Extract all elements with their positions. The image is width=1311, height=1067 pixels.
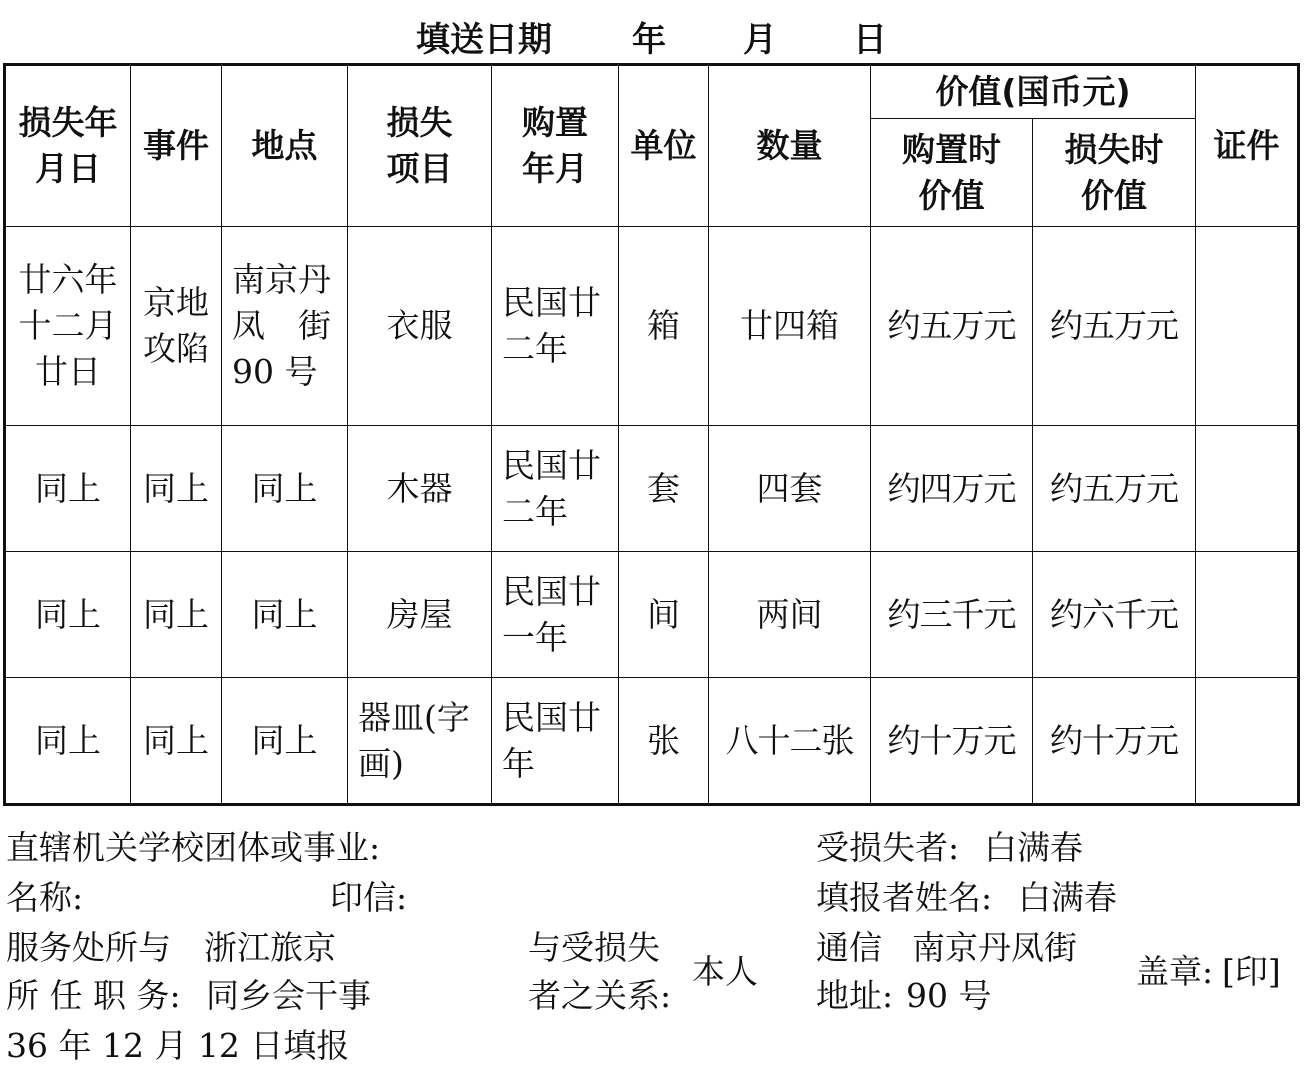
cell-purchase-value: 约四万元 — [871, 426, 1033, 552]
cell-loss-date: 同上 — [5, 678, 131, 805]
cell-loss-date: 同上 — [5, 426, 131, 552]
cell-quantity: 四套 — [709, 426, 871, 552]
col-header-value-group: 价值(国币元) — [871, 65, 1196, 119]
cell-purchase-date: 民国廿 二年 — [492, 227, 619, 426]
cell-item: 衣服 — [348, 227, 492, 426]
relation-value: 本人 — [692, 952, 758, 991]
cell-item: 器皿(字 画) — [348, 678, 492, 805]
table-row — [5, 426, 1299, 552]
cell-item: 房屋 — [348, 552, 492, 678]
position-value: 同乡会干事 — [206, 976, 371, 1015]
cell-unit: 箱 — [619, 227, 709, 426]
col-header-loss-value: 损失时 价值 — [1033, 119, 1196, 227]
cell-loss-value: 约六千元 — [1033, 552, 1196, 678]
cell-loss-value: 约五万元 — [1033, 227, 1196, 426]
cell-purchase-value: 约十万元 — [871, 678, 1033, 805]
service-value: 浙江旅京 — [204, 928, 336, 967]
victim-name: 白满春 — [984, 828, 1083, 867]
col-header-event: 事件 — [131, 65, 222, 227]
cell-location: 同上 — [222, 678, 348, 805]
cell-location: 同上 — [222, 552, 348, 678]
table-row — [5, 227, 1299, 426]
seal-label: 印信: — [330, 878, 408, 917]
cell-quantity: 两间 — [709, 552, 871, 678]
address-label: 地址: — [816, 976, 894, 1015]
col-header-loss-date: 损失年 月日 — [5, 65, 131, 227]
cell-event: 同上 — [131, 552, 222, 678]
col-header-purchase-date: 购置 年月 — [492, 65, 619, 227]
relation-label-1: 与受损失 — [528, 928, 660, 967]
service-label: 服务处所与 — [6, 928, 171, 967]
day-label: 日 — [853, 20, 887, 60]
form-header — [0, 8, 1311, 58]
comm-label: 通信 — [816, 928, 882, 967]
cell-certificate — [1196, 426, 1299, 552]
cell-item: 木器 — [348, 426, 492, 552]
loss-table — [3, 63, 1300, 806]
col-header-quantity: 数量 — [709, 65, 871, 227]
col-header-unit: 单位 — [619, 65, 709, 227]
cell-quantity: 八十二张 — [709, 678, 871, 805]
cell-loss-value: 约五万元 — [1033, 426, 1196, 552]
victim-label: 受损失者: — [816, 828, 960, 867]
col-header-location: 地点 — [222, 65, 348, 227]
year-label: 年 — [632, 20, 666, 60]
cell-purchase-date: 民国廿 年 — [492, 678, 619, 805]
cell-unit: 套 — [619, 426, 709, 552]
stamp-label: 盖章: — [1136, 952, 1214, 991]
cell-location: 同上 — [222, 426, 348, 552]
cell-unit: 间 — [619, 552, 709, 678]
cell-event: 京地 攻陷 — [131, 227, 222, 426]
org-label: 直辖机关学校团体或事业: — [6, 828, 381, 867]
cell-purchase-date: 民国廿 二年 — [492, 426, 619, 552]
cell-loss-value: 约十万元 — [1033, 678, 1196, 805]
cell-loss-date: 廿六年 十二月 廿日 — [5, 227, 131, 426]
address-value: 90 号 — [906, 976, 992, 1015]
cell-purchase-value: 约五万元 — [871, 227, 1033, 426]
table-row — [5, 678, 1299, 805]
form-footer — [0, 810, 1311, 1066]
cell-purchase-date: 民国廿 一年 — [492, 552, 619, 678]
cell-event: 同上 — [131, 426, 222, 552]
cell-purchase-value: 约三千元 — [871, 552, 1033, 678]
cell-certificate — [1196, 552, 1299, 678]
fill-date-label: 填送日期 — [416, 20, 552, 60]
cell-event: 同上 — [131, 678, 222, 805]
name-label: 名称: — [6, 878, 84, 917]
cell-quantity: 廿四箱 — [709, 227, 871, 426]
col-header-purchase-value: 购置时 价值 — [871, 119, 1033, 227]
cell-loss-date: 同上 — [5, 552, 131, 678]
stamp-value: [印] — [1222, 952, 1281, 991]
cell-certificate — [1196, 227, 1299, 426]
relation-label-2: 者之关系: — [528, 976, 672, 1015]
comm-value: 南京丹凤街 — [912, 928, 1077, 967]
report-date: 36 年 12 月 12 日填报 — [6, 1026, 350, 1065]
reporter-name: 白满春 — [1018, 878, 1117, 917]
col-header-certificate: 证件 — [1196, 65, 1299, 227]
reporter-label: 填报者姓名: — [816, 878, 993, 917]
table-row — [5, 552, 1299, 678]
cell-certificate — [1196, 678, 1299, 805]
position-label: 所 任 职 务: — [6, 976, 181, 1015]
month-label: 月 — [743, 20, 777, 60]
col-header-item: 损失 项目 — [348, 65, 492, 227]
cell-unit: 张 — [619, 678, 709, 805]
cell-location: 南京丹 凤 街 90 号 — [222, 227, 348, 426]
